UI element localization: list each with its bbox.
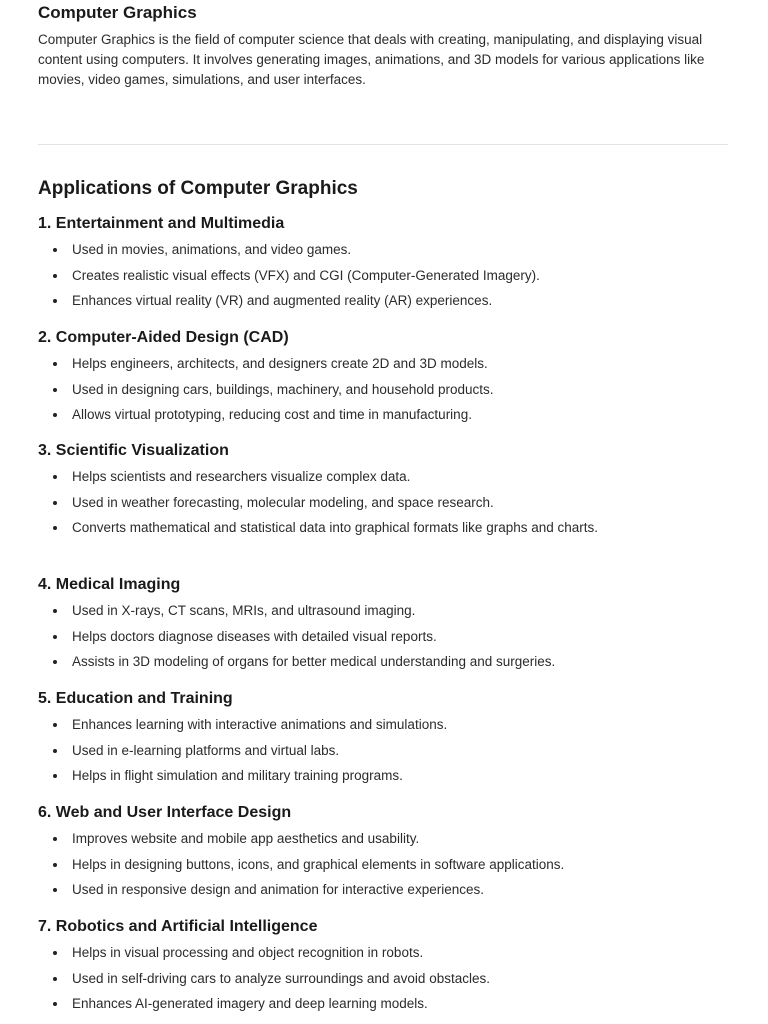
- bullet-item: Used in responsive design and animation for interactive experiences.: [38, 880, 738, 900]
- section-title: 7. Robotics and Artificial Intelligence: [38, 918, 318, 935]
- bullet-item: Improves website and mobile app aesthetics and usability.: [38, 829, 738, 849]
- section-robotics-ai: [38, 916, 738, 1020]
- bullet-list: [38, 829, 738, 900]
- section-web-ui-design: [38, 802, 738, 906]
- bullet-list: [38, 240, 738, 311]
- section-title: 2. Computer-Aided Design (CAD): [38, 329, 289, 346]
- section-entertainment: [38, 213, 738, 317]
- bullet-item: Helps scientists and researchers visualize complex data.: [38, 467, 738, 487]
- bullet-item: Used in movies, animations, and video games.: [38, 240, 738, 260]
- bullet-item: Used in X-rays, CT scans, MRIs, and ultrasound imaging.: [38, 601, 738, 621]
- section-title: 3. Scientific Visualization: [38, 442, 229, 459]
- applications-heading: Applications of Computer Graphics: [38, 178, 358, 199]
- section-title: 4. Medical Imaging: [38, 576, 181, 593]
- bullet-item: Enhances learning with interactive animations and simulations.: [38, 715, 738, 735]
- bullet-item: Helps engineers, architects, and designers create 2D and 3D models.: [38, 354, 738, 374]
- bullet-item: Used in weather forecasting, molecular modeling, and space research.: [38, 493, 738, 513]
- bullet-item: Helps doctors diagnose diseases with detailed visual reports.: [38, 627, 738, 647]
- bullet-item: Assists in 3D modeling of organs for better medical understanding and surgeries.: [38, 652, 738, 672]
- bullet-item: Used in e-learning platforms and virtual labs.: [38, 741, 738, 761]
- bullet-list: [38, 467, 738, 538]
- bullet-item: Enhances AI-generated imagery and deep learning models.: [38, 994, 738, 1014]
- section-medical-imaging: [38, 574, 738, 678]
- section-title: 6. Web and User Interface Design: [38, 804, 292, 821]
- bullet-item: Used in designing cars, buildings, machinery, and household products.: [38, 380, 738, 400]
- section-cad: [38, 327, 738, 431]
- section-divider: [38, 144, 728, 145]
- intro-title: Computer Graphics: [38, 3, 197, 22]
- bullet-item: Enhances virtual reality (VR) and augmented reality (AR) experiences.: [38, 291, 738, 311]
- bullet-list: [38, 715, 738, 786]
- bullet-list: [38, 943, 738, 1014]
- bullet-item: Helps in designing buttons, icons, and graphical elements in software applications.: [38, 855, 738, 875]
- section-scientific-visualization: [38, 440, 738, 544]
- section-title: 5. Education and Training: [38, 690, 233, 707]
- intro-paragraph: Computer Graphics is the field of computer science that deals with creating, manipulating, and displaying visual content using computers. It involves generating images, animations, and 3D models for various applications like movies, video games, simulations, and user interfaces.: [38, 32, 705, 87]
- bullet-item: Helps in visual processing and object recognition in robots.: [38, 943, 738, 963]
- bullet-item: Allows virtual prototyping, reducing cost and time in manufacturing.: [38, 405, 738, 425]
- bullet-list: [38, 354, 738, 425]
- bullet-item: Helps in flight simulation and military training programs.: [38, 766, 738, 786]
- bullet-list: [38, 601, 738, 672]
- section-education: [38, 688, 738, 792]
- bullet-item: Creates realistic visual effects (VFX) and CGI (Computer-Generated Imagery).: [38, 266, 738, 286]
- bullet-item: Converts mathematical and statistical data into graphical formats like graphs and charts.: [38, 518, 738, 538]
- section-title: 1. Entertainment and Multimedia: [38, 215, 285, 232]
- bullet-item: Used in self-driving cars to analyze surroundings and avoid obstacles.: [38, 969, 738, 989]
